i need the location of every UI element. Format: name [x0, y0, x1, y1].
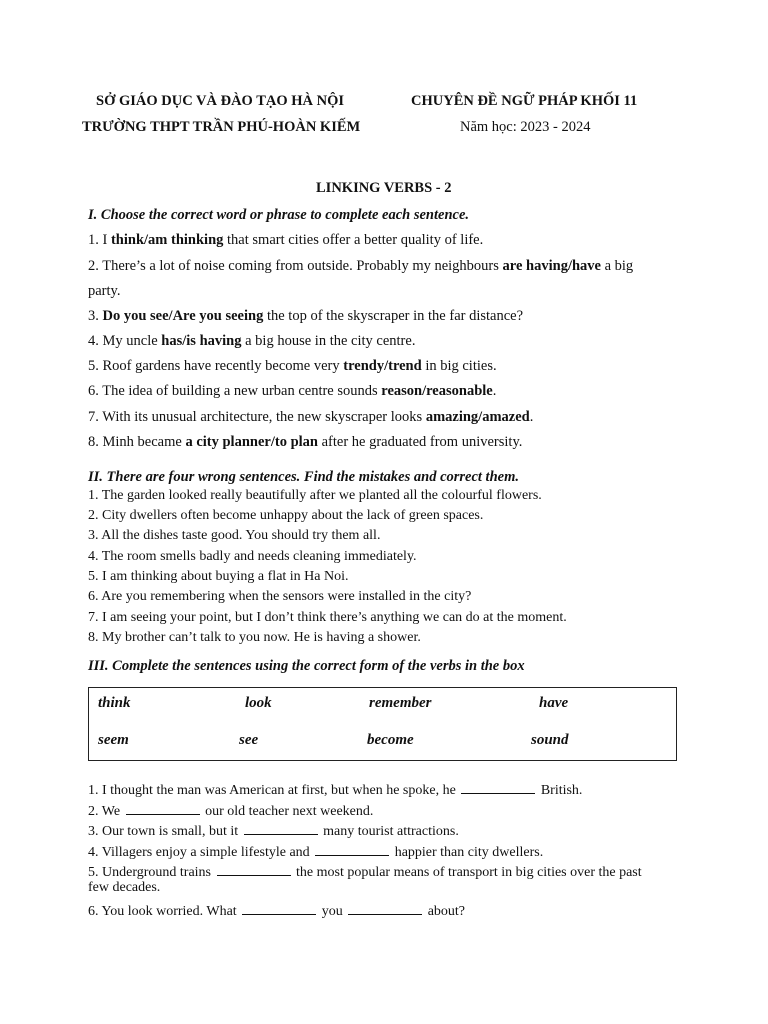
- section3-item-4: 4. Villagers enjoy a simple lifestyle and happier than city dwellers.: [88, 842, 543, 861]
- verb-word: look: [245, 695, 272, 711]
- section3-item-1: 1. I thought the man was American at first, but when he spoke, he British.: [88, 780, 582, 799]
- school-name: TRƯỜNG THPT TRẦN PHÚ-HOÀN KIẾM: [82, 119, 361, 135]
- answer-blank[interactable]: [315, 842, 389, 856]
- section2-heading: II. There are four wrong sentences. Find the mistakes and correct them.: [88, 469, 519, 485]
- section1-item-8: 8. Minh became a city planner/to plan after he graduated from university.: [88, 434, 523, 450]
- topic-title: CHUYÊN ĐỀ NGỮ PHÁP KHỐI 11: [411, 93, 638, 109]
- section2-item-5: 5. I am thinking about buying a flat in Ha Noi.: [88, 569, 349, 584]
- verb-word: seem: [98, 732, 129, 748]
- answer-blank[interactable]: [242, 901, 316, 915]
- verb-word: become: [367, 732, 414, 748]
- school-year: Năm học: 2023 - 2024: [460, 119, 591, 135]
- answer-blank[interactable]: [217, 862, 291, 876]
- section1-item-5: 5. Roof gardens have recently become very trendy/trend in big cities.: [88, 358, 497, 374]
- verb-word: see: [239, 732, 259, 748]
- section3-item-5-cont: few decades.: [88, 880, 161, 895]
- answer-blank[interactable]: [348, 901, 422, 915]
- section1-item-2-cont: party.: [88, 283, 121, 299]
- section2-item-4: 4. The room smells badly and needs cleaning immediately.: [88, 549, 417, 564]
- section1-item-2: 2. There’s a lot of noise coming from outside. Probably my neighbours are having/have a big: [88, 258, 634, 274]
- section1-item-3: 3. Do you see/Are you seeing the top of the skyscraper in the far distance?: [88, 308, 524, 324]
- section1-item-4: 4. My uncle has/is having a big house in the city centre.: [88, 333, 416, 349]
- section1-item-6: 6. The idea of building a new urban centre sounds reason/reasonable.: [88, 383, 497, 399]
- section3-item-6: 6. You look worried. What you about?: [88, 901, 465, 920]
- verb-box: [88, 687, 677, 761]
- answer-blank[interactable]: [126, 801, 200, 815]
- verb-word: think: [98, 695, 131, 711]
- section3-item-5: 5. Underground trains the most popular means of transport in big cities over the past: [88, 862, 642, 881]
- verb-word: remember: [369, 695, 432, 711]
- section1-heading: I. Choose the correct word or phrase to complete each sentence.: [88, 207, 470, 223]
- section3-item-3: 3. Our town is small, but it many tourist attractions.: [88, 821, 459, 840]
- section3-heading: III. Complete the sentences using the correct form of the verbs in the box: [88, 658, 525, 674]
- answer-blank[interactable]: [244, 821, 318, 835]
- department-name: SỞ GIÁO DỤC VÀ ĐÀO TẠO HÀ NỘI: [96, 93, 345, 109]
- section2-item-1: 1. The garden looked really beautifully after we planted all the colourful flowers.: [88, 488, 542, 503]
- section2-item-8: 8. My brother can’t talk to you now. He is having a shower.: [88, 630, 421, 645]
- section1-item-1: 1. I think/am thinking that smart cities offer a better quality of life.: [88, 232, 484, 248]
- section2-item-6: 6. Are you remembering when the sensors were installed in the city?: [88, 589, 472, 604]
- page-title: LINKING VERBS - 2: [316, 180, 452, 196]
- section2-item-2: 2. City dwellers often become unhappy about the lack of green spaces.: [88, 508, 484, 523]
- section3-item-2: 2. We our old teacher next weekend.: [88, 801, 373, 820]
- verb-word: sound: [531, 732, 569, 748]
- verb-word: have: [539, 695, 569, 711]
- answer-blank[interactable]: [461, 780, 535, 794]
- section2-item-7: 7. I am seeing your point, but I don’t think there’s anything we can do at the moment.: [88, 610, 567, 625]
- section2-item-3: 3. All the dishes taste good. You should try them all.: [88, 528, 381, 543]
- section1-item-7: 7. With its unusual architecture, the new skyscraper looks amazing/amazed.: [88, 409, 534, 425]
